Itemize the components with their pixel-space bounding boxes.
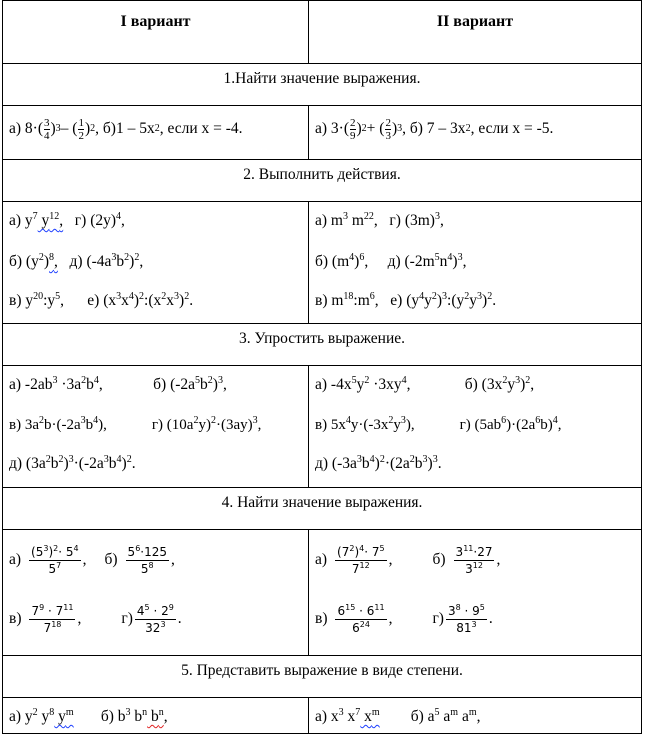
fraction: $\frac{3^{11}\cdot 27}{3^{12}}$ bbox=[455, 543, 493, 576]
section-title-2: 2. Выполнить действия. bbox=[3, 160, 642, 202]
variant2-header: II вариант bbox=[309, 1, 642, 64]
task2-variant1: а) $y^7$ $y^{12}$, г) $(2y)^4$, б) $(y^2)^8$, д) $(-4a^3b^2)^2$, в) $y^{20}:y^5$, е) $(x^3x^4)^2:(x^2x^3)^2$. bbox=[3, 202, 309, 324]
section-title-3: 3. Упростить выражение. bbox=[3, 324, 642, 366]
task3-variant1: а) $-2ab^3 \cdot 3a^2b^4$, б) $(-2a^5b^2)^3$, в) $3a^2b\cdot(-2a^3b^4)$, г) $(10a^2y)^2\cdot(3ay)^3$, д) $(3a^2b^2)^3\cdot(-2a^3b^4)^2$. bbox=[3, 366, 309, 488]
section-title-5: 5. Представить выражение в виде степени. bbox=[3, 656, 642, 698]
fraction: $\frac{(7^2)^4\cdot 7^5}{7^{12}}$ bbox=[337, 543, 385, 576]
assignment-table bbox=[2, 0, 642, 734]
task5-variant2: а) $x^3$ $x^7$ $x^m$ б) $a^5$ $a^m$ $a^m$, bbox=[309, 698, 642, 734]
task1-variant1: а) 8·( 3 4 ) 3 – ( 1 2 ) 2 , б)1 – 5x 2 , если x = -4. bbox=[3, 106, 309, 160]
fraction: $\frac{4^5 \cdot 2^9}{32^3}$ bbox=[136, 602, 174, 635]
task4-variant1: а) $\frac{(5^3)^2\cdot 5^4}{5^7}$ , б) $\frac{5^6\cdot 125}{5^8}$ , в) $\frac{7^9 \cdot 7^{11}}{7^{18}}$ , г) $\frac{4^5 \cdot 2^9}{32^3}$ . bbox=[3, 530, 309, 656]
task2-variant2: а) $m^3$ $m^{22}$, г) $(3m)^3$, б) $(m^4)^6$, д) $(-2m^5n^4)^3$, в) $m^{18}:m^6$, е) $(y^4y^2)^3:(y^2y^3)^2$. bbox=[309, 202, 642, 324]
fraction: 3 4 bbox=[44, 116, 50, 142]
section-title-4: 4. Найти значение выражения. bbox=[3, 488, 642, 530]
variant1-header: I вариант bbox=[3, 1, 309, 64]
task4-variant2: а) $\frac{(7^2)^4\cdot 7^5}{7^{12}}$ , б) $\frac{3^{11}\cdot 27}{3^{12}}$ , в) $\frac{6^{15} \cdot 6^{11}}{6^{24}}$ , г) $\frac{3^8 \cdot 9^5}{81^3}$ . bbox=[309, 530, 642, 656]
task1-variant2: а) 3·( 2 9 ) 2 + ( 2 3 ) 3 , б) 7 – 3x 2 , если x = -5. bbox=[309, 106, 642, 160]
fraction: $\frac{3^8 \cdot 9^5}{81^3}$ bbox=[447, 602, 485, 635]
section-title-1: 1.Найти значение выражения. bbox=[3, 64, 642, 106]
fraction: $\frac{6^{15} \cdot 6^{11}}{6^{24}}$ bbox=[337, 602, 385, 635]
fraction: 1 2 bbox=[78, 116, 84, 142]
fraction: $\frac{5^6\cdot 125}{5^8}$ bbox=[127, 543, 167, 576]
fraction: $\frac{7^9 \cdot 7^{11}}{7^{18}}$ bbox=[31, 602, 74, 635]
fraction: 2 9 bbox=[350, 116, 356, 142]
fraction: 2 3 bbox=[385, 116, 391, 142]
task5-variant1: а) $y^2$ $y^8$ $y^m$ б) $b^3$ $b^n$ $b^n$, bbox=[3, 698, 309, 734]
task3-variant2: а) $-4x^5y^2 \cdot 3xy^4$, б) $(3x^2y^3)^2$, в) $5x^4y\cdot(-3x^2y^3)$, г) $(5ab^6)\cdot(2a^6b)^4$, д) $(-3a^3b^4)^2\cdot(2a^2b^3)^3$. bbox=[309, 366, 642, 488]
fraction: $\frac{(5^3)^2\cdot 5^4}{5^7}$ bbox=[31, 543, 79, 576]
